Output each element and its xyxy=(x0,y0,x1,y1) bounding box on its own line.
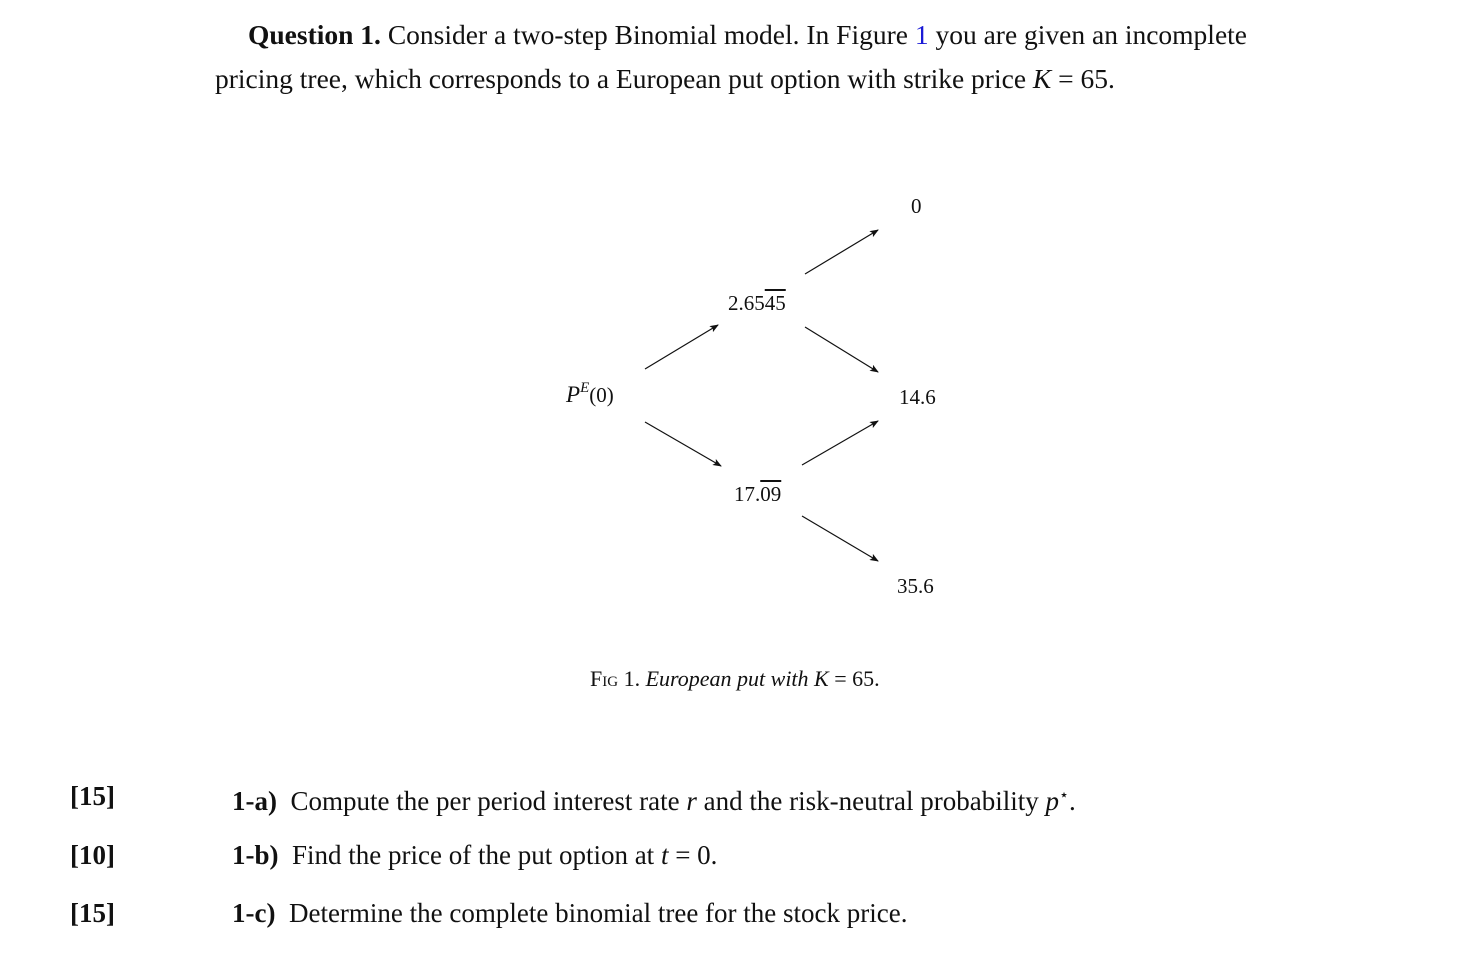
arrow-root-down xyxy=(645,422,721,466)
strike-value: = 65. xyxy=(1051,63,1115,94)
up-node-value: 2.65 xyxy=(728,291,765,315)
caption-symbol: K xyxy=(814,666,829,691)
part-a-text: Compute the per period interest rate xyxy=(290,786,680,816)
question-text-line2: pricing tree, which corresponds to a European put option with strike price xyxy=(215,63,1027,94)
root-superscript: E xyxy=(580,380,590,396)
down-node-value: 17. xyxy=(734,482,761,506)
part-b-points: [10] xyxy=(70,840,115,870)
arrow-down-up xyxy=(802,421,878,465)
tree-up-node xyxy=(728,291,786,316)
part-b-eq: = 0. xyxy=(668,840,718,870)
part-a-label: 1-a) xyxy=(232,786,277,816)
part-a-symbol-r: r xyxy=(686,786,697,816)
part-a-points: [15] xyxy=(70,781,115,811)
arrow-root-up xyxy=(645,325,718,369)
part-c-label: 1-c) xyxy=(232,898,276,928)
caption-text: European put with xyxy=(645,666,809,691)
arrow-up-down xyxy=(805,327,878,372)
figure-reference-link[interactable]: 1 xyxy=(914,19,929,50)
root-symbol: P xyxy=(566,382,581,407)
question-heading: Question 1. xyxy=(248,19,381,50)
up-node-repeating: 45 xyxy=(764,291,786,315)
part-b-symbol-t: t xyxy=(660,840,669,870)
down-node-repeating: 09 xyxy=(760,482,782,506)
part-a-star: ⋆ xyxy=(1059,787,1070,804)
arrow-down-down xyxy=(802,516,878,561)
part-a-end: . xyxy=(1069,786,1076,816)
arrow-up-up xyxy=(805,230,878,274)
question-text-start: Consider a two-step Binomial model. In Figure xyxy=(387,19,908,50)
question-text-cont: you are given an incomplete xyxy=(935,19,1248,50)
part-b-label: 1-b) xyxy=(232,840,279,870)
tree-terminal-up: 0 xyxy=(911,194,922,218)
figure-caption xyxy=(590,666,880,692)
part-a-symbol-p: p xyxy=(1045,786,1060,816)
caption-label: Fig 1. xyxy=(590,666,641,691)
part-c-points: [15] xyxy=(70,898,115,928)
tree-terminal-mid: 14.6 xyxy=(899,385,936,409)
strike-symbol: K xyxy=(1032,63,1052,94)
root-argument: (0) xyxy=(589,383,614,407)
part-a-text-mid: and the risk-neutral probability xyxy=(703,786,1039,816)
tree-root-node xyxy=(566,382,614,408)
caption-eq: = 65. xyxy=(828,666,880,691)
part-b-text: Find the price of the put option at xyxy=(292,840,655,870)
part-c-text: Determine the complete binomial tree for the stock price. xyxy=(288,898,908,928)
tree-down-node xyxy=(734,482,781,507)
tree-terminal-down: 35.6 xyxy=(897,574,934,598)
